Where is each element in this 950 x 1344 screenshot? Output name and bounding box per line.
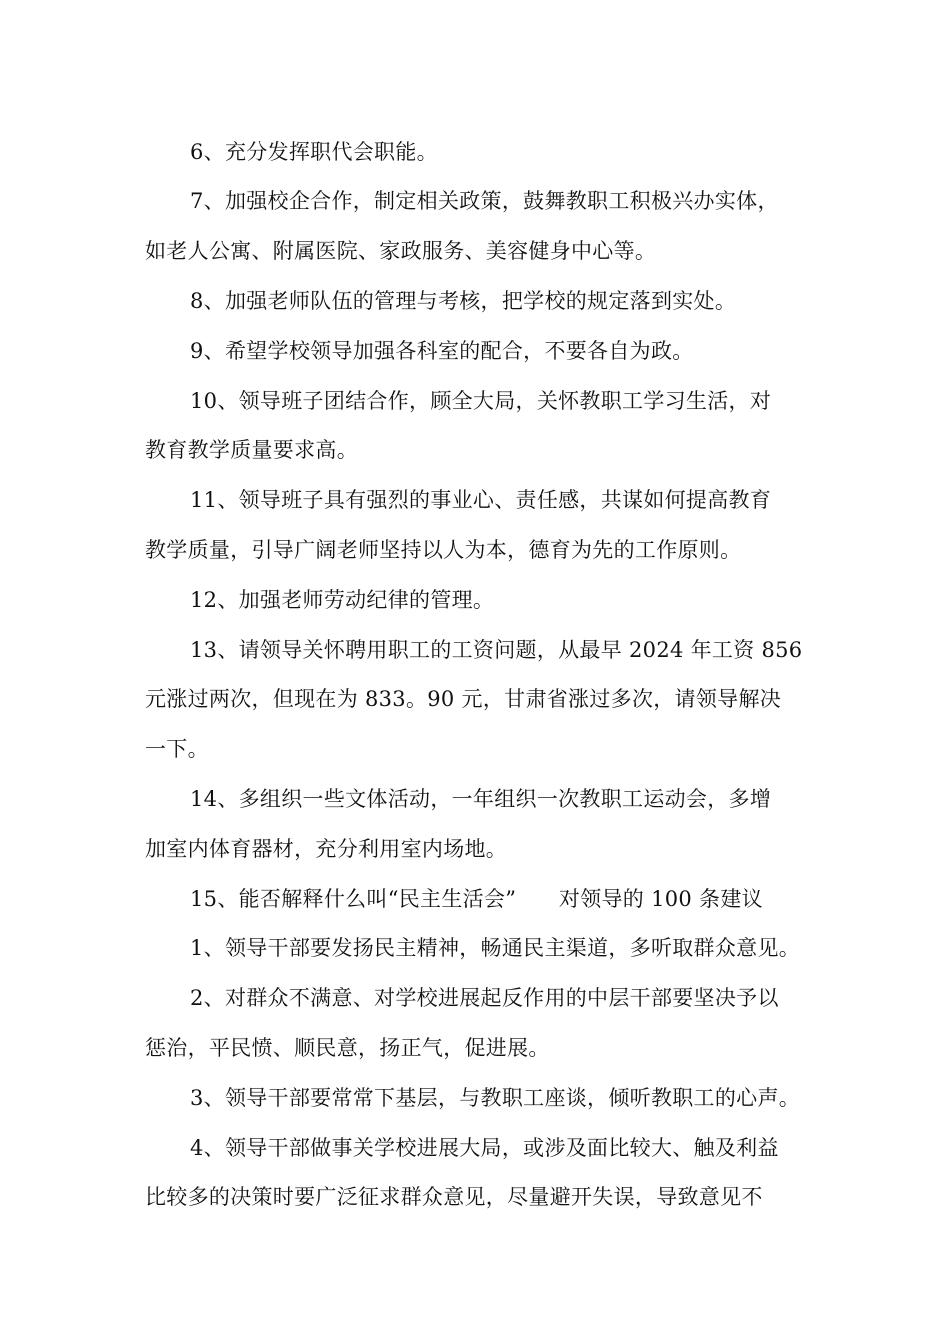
text-line: 6、充分发挥职代会职能。 <box>190 140 438 164</box>
text-line: 比较多的决策时要广泛征求群众意见，尽量避开失误，导致意见不 <box>145 1185 763 1209</box>
text-line: 2、对群众不满意、对学校进展起反作用的中层干部要坚决予以 <box>190 986 779 1010</box>
text-line: 教育教学质量要求高。 <box>145 438 358 462</box>
text-line: 教学质量，引导广阔老师坚持以人为本，德育为先的工作原则。 <box>145 538 742 562</box>
text-line: 12、加强老师劳动纪律的管理。 <box>190 588 495 612</box>
text-line: 如老人公寓、附属医院、家政服务、美容健身中心等。 <box>145 239 657 263</box>
text-line: 加室内体育器材，充分利用室内场地。 <box>145 837 508 861</box>
text-line: 7、加强校企合作，制定相关政策，鼓舞教职工积极兴办实体， <box>190 189 779 213</box>
text-line: 11、领导班子具有强烈的事业心、责任感，共谋如何提高教育 <box>190 488 772 512</box>
text-line: 一下。 <box>145 737 209 761</box>
text-line: 1、领导干部要发扬民主精神，畅通民主渠道，多听取群众意见。 <box>190 936 801 960</box>
text-line: 10、领导班子团结合作，顾全大局，关怀教职工学习生活，对 <box>190 389 772 413</box>
text-line: 8、加强老师队伍的管理与考核，把学校的规定落到实处。 <box>190 289 737 313</box>
text-line: 惩治，平民愤、顺民意，扬正气，促进展。 <box>145 1036 550 1060</box>
text-line: 元涨过两次，但现在为 833。90 元，甘肃省涨过多次，请领导解决 <box>145 687 782 711</box>
text-line: 15、能否解释什么叫“民主生活会” 对领导的 100 条建议 <box>190 887 763 911</box>
text-line: 14、多组织一些文体活动，一年组织一次教职工运动会，多增 <box>190 787 772 811</box>
text-line: 3、领导干部要常常下基层，与教职工座谈，倾听教职工的心声。 <box>190 1086 801 1110</box>
text-line: 13、请领导关怀聘用职工的工资问题，从最早 2024 年工资 856 <box>190 638 803 662</box>
text-line: 4、领导干部做事关学校进展大局，或涉及面比较大、触及利益 <box>190 1136 779 1160</box>
text-line: 9、希望学校领导加强各科室的配合，不要各自为政。 <box>190 339 694 363</box>
